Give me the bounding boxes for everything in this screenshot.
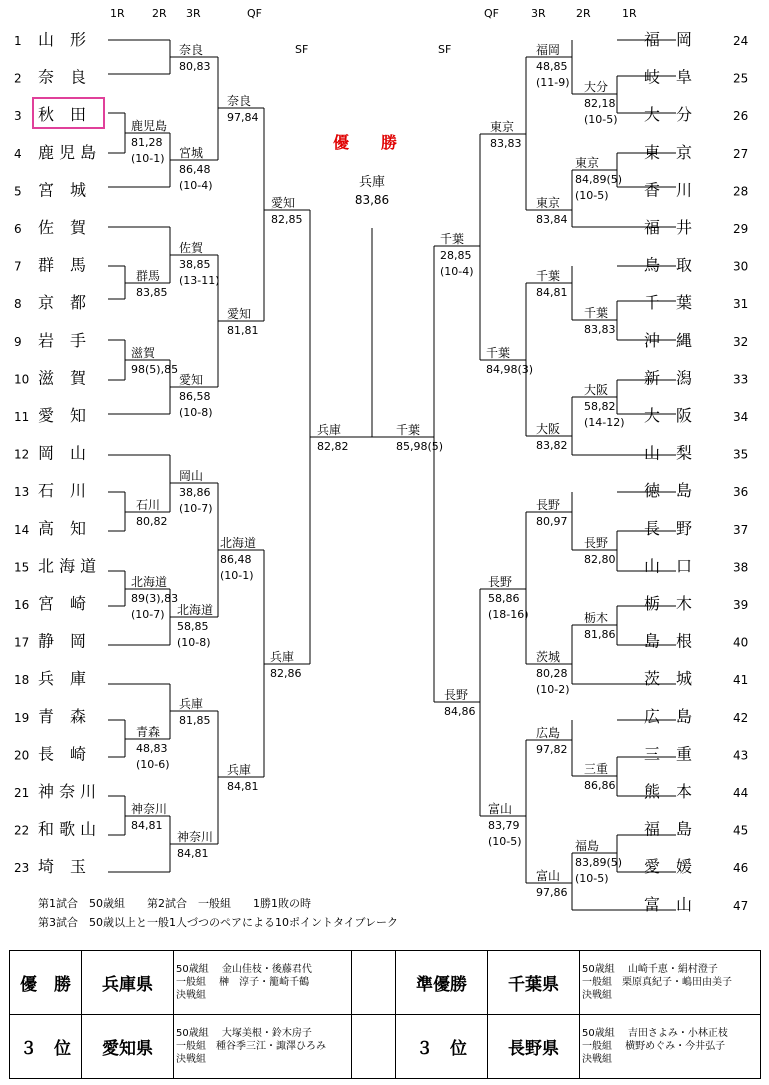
match-tiebreak: (11-9) <box>536 76 570 89</box>
team-name-left: 静 岡 <box>38 631 87 651</box>
team-name-right: 富 山 <box>644 894 693 914</box>
seed-number: 32 <box>733 334 749 349</box>
seed-number: 24 <box>733 34 749 48</box>
team-name-right: 徳 島 <box>644 481 693 501</box>
match-winner: 東京 <box>536 196 561 210</box>
match-winner: 千葉 <box>584 306 609 320</box>
round-label-sf-left: SF <box>295 43 309 56</box>
seed-number: 29 <box>733 222 749 236</box>
member-line: 50歳組 金山佳枝・後藤君代 <box>176 964 312 975</box>
match-score: 82,80 <box>584 553 616 566</box>
match-winner: 福岡 <box>536 43 561 57</box>
match-score: 84,86 <box>444 705 476 718</box>
seed-number: 38 <box>733 560 749 575</box>
seed-number: 36 <box>733 485 749 500</box>
pref-champion: 兵庫県 <box>82 951 174 1015</box>
team-name-right: 栃 木 <box>644 594 693 613</box>
seed-number: 16 <box>14 598 30 612</box>
seed-number: 40 <box>733 635 749 650</box>
round-label-sf-right: SF <box>438 43 452 56</box>
match-winner: 長野 <box>536 498 561 512</box>
standings-row-2 <box>10 1015 761 1079</box>
final-standings-table <box>9 950 761 1079</box>
match-winner: 千葉 <box>486 346 511 360</box>
team-name-left: 群 馬 <box>38 255 87 275</box>
team-name-left: 和 歌 山 <box>38 819 97 839</box>
team-name-right: 長 野 <box>644 518 693 538</box>
seed-number: 43 <box>733 748 749 763</box>
member-line: 決戦組 <box>176 1054 206 1065</box>
team-name-right: 岐 阜 <box>644 67 693 87</box>
match-score: 81,28 <box>131 136 163 149</box>
team-name-right: 山 梨 <box>644 443 693 463</box>
team-name-right: 島 根 <box>644 631 693 651</box>
match-score: 83,85 <box>136 286 168 299</box>
member-line: 一般組 種谷季三江・諏澤ひろみ <box>176 1041 326 1052</box>
match-winner: 長野 <box>488 575 513 589</box>
champion-label: 優 勝 <box>333 133 398 152</box>
member-line: 50歳組 吉田さよみ・小林正枝 <box>582 1028 728 1039</box>
match-score: 97,86 <box>536 886 568 899</box>
seed-number: 31 <box>733 297 749 312</box>
left-team-list <box>14 30 96 876</box>
seed-number: 33 <box>733 372 749 387</box>
match-winner: 大分 <box>584 80 609 94</box>
match-tiebreak: (10-7) <box>131 608 165 621</box>
team-name-left: 宮 城 <box>38 180 87 200</box>
right-team-list <box>644 30 748 914</box>
match-winner: 奈良 <box>227 94 252 108</box>
round-label-qf-right: QF <box>484 7 499 20</box>
seed-number: 15 <box>14 560 30 575</box>
place-champion: 優 勝 <box>10 951 82 1015</box>
match-score: 83,83 <box>584 323 616 336</box>
members-third-left <box>174 1015 352 1079</box>
match-winner: 鹿児島 <box>131 119 168 133</box>
match-score: 98(5),85 <box>131 363 179 376</box>
team-name-right: 東 京 <box>644 142 693 162</box>
match-score: 86,48 <box>220 553 252 566</box>
match-winner: 石川 <box>136 498 161 512</box>
match-winner: 大阪 <box>536 422 561 436</box>
final-score: 83,86 <box>354 193 390 207</box>
team-name-left: 高 知 <box>38 518 87 538</box>
member-line: 50歳組 大塚美根・鈴木房子 <box>176 1028 312 1039</box>
team-name-left: 兵 庫 <box>38 669 87 689</box>
match-score: 83,83 <box>490 137 522 150</box>
team-name-right: 福 島 <box>644 819 693 839</box>
seed-number: 23 <box>14 861 30 876</box>
match-tiebreak: (13-11) <box>179 274 220 287</box>
round-label-1r-left: 1R <box>110 7 125 20</box>
match-score: 38,86 <box>179 486 211 499</box>
match-score: 81,86 <box>584 628 616 641</box>
match-tiebreak: (10-1) <box>131 152 165 165</box>
seed-number: 44 <box>733 786 749 800</box>
match-winner: 北海道 <box>131 575 168 589</box>
match-winner: 愛知 <box>271 196 296 210</box>
match-tiebreak: (10-7) <box>179 502 213 515</box>
match-score: 80,28 <box>536 667 568 680</box>
match-winner: 愛知 <box>179 373 204 387</box>
match-tiebreak: (10-6) <box>136 758 170 771</box>
note-line-2: 第3試合 50歳以上と一般1人づつのペアによる10ポイントタイブレーク <box>38 916 398 929</box>
round-label-qf-left: QF <box>247 7 262 20</box>
match-score: 58,82 <box>584 400 616 413</box>
match-winner: 千葉 <box>440 232 465 246</box>
team-name-right: 愛 媛 <box>644 857 693 877</box>
left-match-results <box>131 42 349 860</box>
seed-number: 10 <box>14 372 30 387</box>
seed-number: 18 <box>14 673 30 688</box>
pref-runner-up: 千葉県 <box>488 951 580 1015</box>
member-line: 一般組 栗原真紀子・嶋田由美子 <box>582 977 732 988</box>
match-score: 84,81 <box>177 847 209 860</box>
match-winner: 北海道 <box>177 603 214 617</box>
seed-number: 12 <box>14 447 30 462</box>
team-name-right: 鳥 取 <box>644 255 693 275</box>
seed-number: 1 <box>14 34 22 48</box>
match-winner: 兵庫 <box>227 763 252 777</box>
table-spacer <box>352 1015 396 1079</box>
match-score: 48,83 <box>136 742 168 755</box>
match-score: 58,85 <box>177 620 209 633</box>
team-name-left: 岩 手 <box>38 330 87 350</box>
match-winner: 千葉 <box>396 423 421 437</box>
place-third-left: ３ 位 <box>10 1015 82 1079</box>
team-name-right: 広 島 <box>644 706 693 726</box>
seed-number: 26 <box>733 109 749 124</box>
match-tiebreak: (10-1) <box>220 569 254 582</box>
seed-number: 39 <box>733 598 749 612</box>
members-champion <box>174 951 352 1015</box>
match-winner: 神奈川 <box>131 802 168 816</box>
team-name-right: 香 川 <box>644 180 693 200</box>
match-winner: 佐賀 <box>179 241 204 255</box>
match-score: 80,82 <box>136 515 168 528</box>
match-score: 86,86 <box>584 779 616 792</box>
member-line: 決戦組 <box>582 1054 612 1065</box>
match-winner: 神奈川 <box>177 830 214 844</box>
match-winner: 富山 <box>536 869 561 883</box>
match-winner: 兵庫 <box>317 423 342 437</box>
round-label-1r-right: 1R <box>622 7 637 20</box>
seed-number: 5 <box>14 184 22 199</box>
match-winner: 愛知 <box>227 307 252 321</box>
pref-third-right: 長野県 <box>488 1015 580 1079</box>
match-winner: 東京 <box>575 156 600 170</box>
match-winner: 富山 <box>488 802 513 816</box>
seed-number: 7 <box>14 259 22 274</box>
seed-number: 19 <box>14 710 30 725</box>
pref-third-left: 愛知県 <box>82 1015 174 1079</box>
seed-number: 34 <box>733 410 749 424</box>
match-score: 28,85 <box>440 249 472 262</box>
seed-number: 25 <box>733 71 749 86</box>
seed-number: 21 <box>14 786 30 800</box>
match-score: 82,18 <box>584 97 616 110</box>
team-name-right: 千 葉 <box>644 293 693 313</box>
right-match-results <box>396 43 625 899</box>
table-spacer <box>352 951 396 1015</box>
team-name-left: 山 形 <box>38 30 87 49</box>
match-score: 81,85 <box>179 714 211 727</box>
team-name-left: 岡 山 <box>38 443 87 463</box>
match-winner: 兵庫 <box>179 697 204 711</box>
members-runner-up <box>580 951 761 1015</box>
match-score: 83,84 <box>536 213 568 226</box>
match-score: 86,58 <box>179 390 211 403</box>
match-score: 80,83 <box>179 60 211 73</box>
match-winner: 北海道 <box>220 536 257 550</box>
team-name-left: 青 森 <box>38 706 87 726</box>
match-tiebreak: (18-16) <box>488 608 529 621</box>
match-winner: 東京 <box>490 120 515 134</box>
team-name-left: 秋 田 <box>38 105 87 125</box>
match-tiebreak: (10-2) <box>536 683 570 696</box>
match-score: 82,82 <box>317 440 349 453</box>
team-name-left: 石 川 <box>38 481 87 501</box>
round-label-3r-left: 3R <box>186 7 201 20</box>
team-name-left: 佐 賀 <box>38 218 87 237</box>
seed-number: 6 <box>14 222 22 236</box>
match-tiebreak: (14-12) <box>584 416 625 429</box>
match-winner: 長野 <box>444 688 469 702</box>
match-score: 82,85 <box>271 213 303 226</box>
match-score: 58,86 <box>488 592 520 605</box>
match-score: 89(3),83 <box>131 592 179 605</box>
seed-number: 4 <box>14 146 22 161</box>
seed-number: 3 <box>14 109 22 124</box>
team-name-left: 長 崎 <box>38 744 87 764</box>
seed-number: 20 <box>14 748 30 763</box>
match-score: 84,89(5) <box>575 173 623 186</box>
match-winner: 福島 <box>575 839 600 853</box>
team-name-left: 京 都 <box>38 293 87 313</box>
team-name-left: 宮 崎 <box>38 594 87 613</box>
seed-number: 42 <box>733 710 749 725</box>
match-winner: 青森 <box>136 725 161 739</box>
match-tiebreak: (10-8) <box>177 636 211 649</box>
match-winner: 滋賀 <box>131 346 156 360</box>
match-score: 81,81 <box>227 324 259 337</box>
seed-number: 28 <box>733 184 749 199</box>
seed-number: 35 <box>733 447 749 462</box>
standings-row-1 <box>10 951 761 1015</box>
match-score: 83,82 <box>536 439 568 452</box>
team-name-left: 鹿 児 島 <box>38 142 97 162</box>
match-tiebreak: (10-4) <box>179 179 213 192</box>
match-score: 48,85 <box>536 60 568 73</box>
members-third-right <box>580 1015 761 1079</box>
match-score: 85,98(5) <box>396 440 444 453</box>
match-tiebreak: (10-8) <box>179 406 213 419</box>
seed-number: 37 <box>733 522 749 537</box>
match-tiebreak: (10-5) <box>575 189 609 202</box>
match-score: 84,81 <box>131 819 163 832</box>
round-label-2r-left: 2R <box>152 7 167 20</box>
match-score: 80,97 <box>536 515 568 528</box>
seed-number: 14 <box>14 522 30 537</box>
place-runner-up: 準優勝 <box>396 951 488 1015</box>
member-line: 50歳組 山崎千恵・絹村澄子 <box>582 964 718 975</box>
match-winner: 茨城 <box>536 650 561 664</box>
seed-number: 2 <box>14 71 22 86</box>
match-tiebreak: (10-4) <box>440 265 474 278</box>
match-winner: 兵庫 <box>270 650 295 664</box>
round-label-2r-right: 2R <box>576 7 591 20</box>
team-name-right: 大 分 <box>644 105 693 125</box>
seed-number: 30 <box>733 259 749 274</box>
match-tiebreak: (10-5) <box>575 872 609 885</box>
match-winner: 長野 <box>584 536 609 550</box>
match-score: 84,81 <box>227 780 259 793</box>
team-name-right: 茨 城 <box>644 669 693 689</box>
seed-number: 9 <box>14 334 22 349</box>
team-name-right: 沖 縄 <box>644 330 693 350</box>
place-third-right: ３ 位 <box>396 1015 488 1079</box>
team-name-right: 三 重 <box>644 744 693 764</box>
member-line: 一般組 横野めぐみ・今井弘子 <box>582 1041 726 1052</box>
team-name-right: 大 阪 <box>644 406 693 425</box>
team-name-right: 新 潟 <box>644 368 693 388</box>
match-winner: 栃木 <box>584 611 609 625</box>
match-winner: 宮城 <box>179 146 204 160</box>
team-name-left: 埼 玉 <box>38 857 87 877</box>
match-score: 82,86 <box>270 667 302 680</box>
seed-number: 11 <box>14 410 30 424</box>
match-score: 97,84 <box>227 111 259 124</box>
seed-number: 22 <box>14 823 30 838</box>
team-name-left: 北 海 道 <box>38 556 97 576</box>
round-label-3r-right: 3R <box>531 7 546 20</box>
match-tiebreak: (10-5) <box>488 835 522 848</box>
match-winner: 千葉 <box>536 269 561 283</box>
member-line: 一般組 榊 淳子・籠崎千鶴 <box>176 977 310 988</box>
match-score: 83,89(5) <box>575 856 623 869</box>
match-winner: 岡山 <box>179 469 204 483</box>
seed-number: 45 <box>733 823 749 838</box>
match-score: 38,85 <box>179 258 211 271</box>
team-name-right: 福 井 <box>644 218 693 237</box>
match-score: 84,81 <box>536 286 568 299</box>
seed-number: 41 <box>733 673 749 688</box>
team-name-left: 愛 知 <box>38 406 87 425</box>
team-name-left: 奈 良 <box>38 67 87 87</box>
final-winner: 兵庫 <box>358 175 386 190</box>
seed-number: 17 <box>14 635 30 650</box>
match-winner: 広島 <box>536 726 561 740</box>
note-line-1: 第1試合 50歳組 第2試合 一般組 1勝1敗の時 <box>38 897 311 910</box>
team-name-right: 熊 本 <box>644 782 693 801</box>
match-winner: 群馬 <box>136 269 161 283</box>
match-score: 97,82 <box>536 743 568 756</box>
match-tiebreak: (10-5) <box>584 113 618 126</box>
seed-number: 13 <box>14 485 30 500</box>
seed-number: 46 <box>733 861 749 876</box>
team-name-right: 福 岡 <box>644 30 693 49</box>
team-name-left: 神 奈 川 <box>38 782 97 801</box>
seed-number: 47 <box>733 898 749 913</box>
member-line: 決戦組 <box>176 990 206 1001</box>
team-name-left: 滋 賀 <box>38 368 87 388</box>
team-name-right: 山 口 <box>644 556 693 576</box>
match-score: 86,48 <box>179 163 211 176</box>
seed-number: 27 <box>733 146 749 161</box>
match-winner: 三重 <box>584 762 609 776</box>
match-score: 84,98(3) <box>486 363 534 376</box>
match-winner: 奈良 <box>179 43 204 57</box>
seed-number: 8 <box>14 297 22 312</box>
match-score: 83,79 <box>488 819 520 832</box>
member-line: 決戦組 <box>582 990 612 1001</box>
match-winner: 大阪 <box>584 383 609 397</box>
